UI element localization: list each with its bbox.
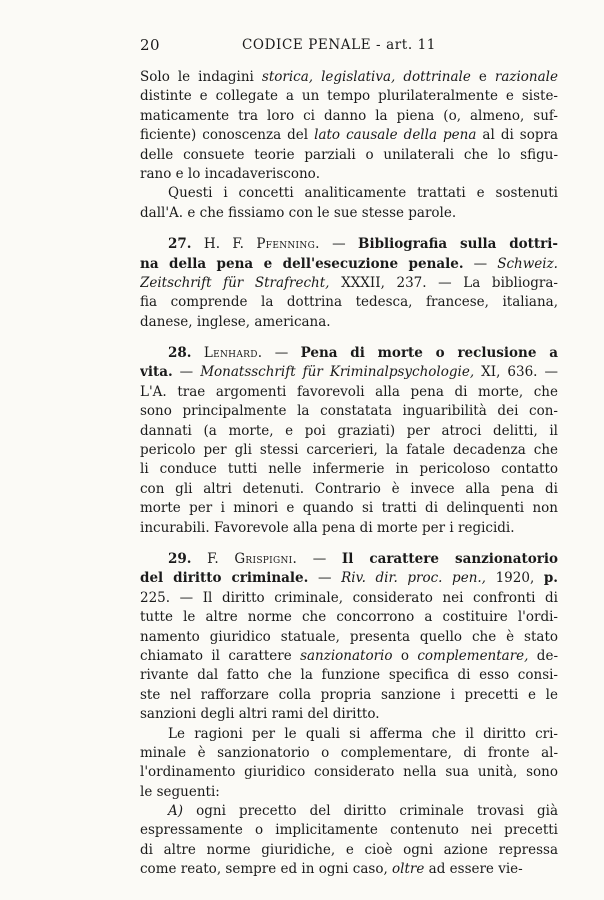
text-line: A) ogni precetto del diritto criminale trovasi già [168, 803, 558, 820]
paragraph-point-a [140, 802, 558, 880]
text-line: 28. Lenhard. — Pena di morte o reclusione a [168, 345, 558, 362]
text-line: chiamato il carattere sanzionatorio o complementare, de- [140, 647, 558, 664]
text-line: L'A. trae argomenti favorevoli alla pena di morte, che [140, 383, 558, 400]
text-line: namento giuridico statuale, presenta quello che è stato [140, 628, 558, 645]
running-title: CODICE PENALE - art. 11 [242, 37, 436, 53]
text-line: minale è sanzionatorio o complementare, di fronte al- [140, 744, 558, 761]
text-line: li conduce tutti nelle infermerie in pericoloso contatto [140, 461, 558, 478]
paragraph-reasons [140, 725, 558, 803]
text-line: come reato, sempre ed in ogni caso, oltre ad essere vie- [140, 861, 523, 878]
text-line: ficiente) conoscenza del lato causale della pena al di sopra [140, 127, 558, 144]
text-line: danese, inglese, americana. [140, 313, 331, 330]
entry-29 [140, 550, 558, 725]
text-line: rivante dal fatto che la funzione specifica di esso consi- [140, 667, 558, 684]
page-header [140, 36, 570, 54]
text-line: delle consuete teorie parziali o unilaterali che lo sfigu- [140, 146, 558, 163]
entry-27 [140, 235, 558, 332]
text-line: 225. — Il diritto criminale, considerato nei confronti di [140, 589, 558, 606]
text-line: con gli altri detenuti. Contrario è invece alla pena di [140, 480, 558, 497]
text-line: tutte le altre norme che concorrono a costituire l'ordi- [140, 609, 558, 626]
text-line: dannati (a morte, e poi graziati) per atroci delitti, il [140, 422, 558, 439]
body-text [140, 68, 558, 880]
text-line: Questi i concetti analiticamente trattati e sostenuti [168, 185, 558, 202]
text-line: Le ragioni per le quali si afferma che il diritto cri- [168, 725, 558, 742]
text-line: na della pena e dell'esecuzione penale. — Schweiz. [140, 255, 558, 272]
text-line: sono principalmente la constatata inguaribilità dei con- [140, 403, 558, 420]
text-line: sanzioni degli altri rami del diritto. [140, 706, 380, 723]
text-line: le seguenti: [140, 783, 220, 800]
page-number: 20 [140, 36, 161, 54]
text-line: 27. H. F. Pfenning. — Bibliografia sulla dottri- [168, 236, 558, 253]
text-line: fia comprende la dottrina tedesca, francese, italiana, [140, 294, 558, 311]
entry-28 [140, 344, 558, 538]
paragraph-intro [140, 68, 558, 184]
text-line: incurabili. Favorevole alla pena di morte per i regicidi. [140, 519, 515, 536]
text-line: dall'A. e che fissiamo con le sue stesse parole. [140, 204, 457, 221]
text-line: vita. — Monatsschrift für Kriminalpsychologie, XI, 636. — [140, 364, 558, 381]
text-line: maticamente tra loro ci danno la piena (o, almeno, suf- [140, 107, 558, 124]
text-line: del diritto criminale. — Riv. dir. proc. pen., 1920, p. [140, 570, 558, 587]
text-line: ste nel rafforzare colla propria sanzione i precetti e le [140, 686, 558, 703]
text-line: distinte e collegate a un tempo plurilateralmente e siste- [140, 88, 558, 105]
text-line: morte per i minori e quando si tratti di delinquenti non [140, 500, 558, 517]
paragraph-concepts [140, 184, 558, 223]
text-line: l'ordinamento giuridico considerato nella sua unità, sono [140, 764, 558, 781]
text-line: espressamente o implicitamente contenuto nei precetti [140, 822, 558, 839]
text-line: di altre norme giuridiche, e cioè ogni azione repressa [140, 841, 558, 858]
text-line: Solo le indagini storica, legislativa, dottrinale e razionale [140, 69, 558, 85]
text-line: Zeitschrift für Strafrecht, XXXII, 237. — La bibliogra- [140, 274, 558, 291]
text-line: rano e lo incadaverisconо. [140, 165, 321, 182]
text-line: pericolo per gli stessi carcerieri, la fatale decadenza che [140, 442, 558, 459]
text-line: 29. F. Grispigni. — Il carattere sanzionatorio [168, 550, 558, 567]
